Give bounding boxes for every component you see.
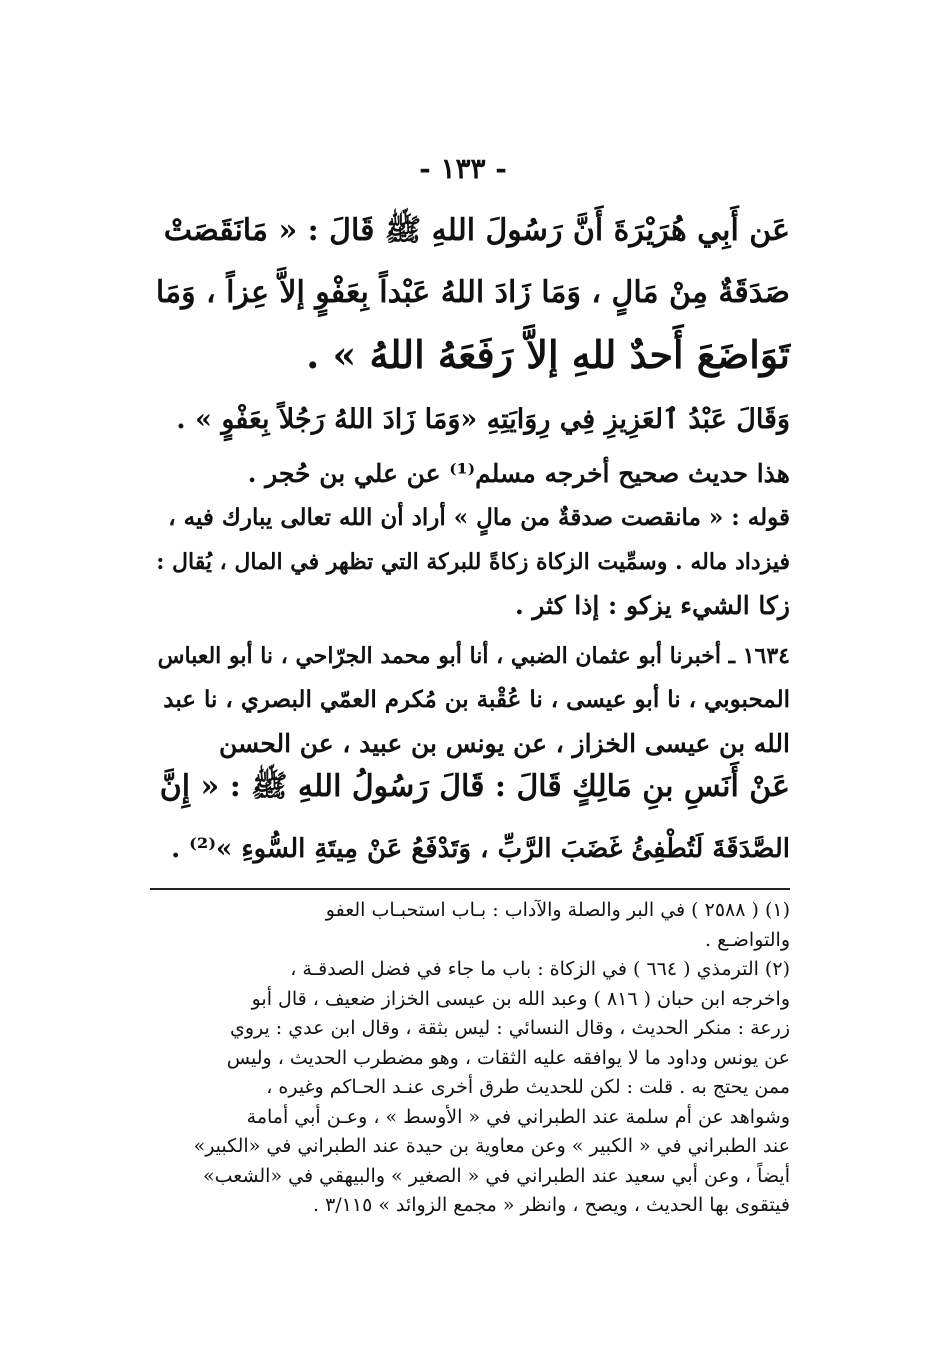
commentary-line: قوله : « مانقصت صدقةٌ من مالٍ » أراد أن الله تعالى يبارك فيه ، (168, 504, 790, 531)
commentary-line: هذا حديث صحيح أخرجه مسلم⁽¹⁾ عن علي بن حُجر . (247, 459, 790, 488)
footnote-line: واخرجه ابن حبان ( ٨١٦ ) وعبد الله بن عيسى الخزاز ضعيف ، قال أبو (251, 987, 790, 1010)
footnote-line: (١) ( ٢٥٨٨ ) في البر والصلة والآداب : بـاب استحبـاب العفو (325, 899, 790, 921)
footnote-line: ممن يحتج به . قلت : لكن للحديث طرق أخرى عنـد الحـاكم وغيره ، (266, 1076, 790, 1098)
commentary-line: فيزداد ماله . وسمِّيت الزكاة زكاةً للبركة التي تظهر في المال ، يُقال : (156, 549, 790, 575)
footnote-divider (150, 888, 790, 890)
hadith-abu-hurayra (150, 200, 790, 386)
isnad-line: ١٦٣٤ ـ أخبرنا أبو عثمان الضبي ، أنا أبو محمد الجرّاحي ، نا أبو العباس (157, 643, 790, 669)
commentary-line: زكا الشيء يزكو : إذا كثر . (514, 591, 790, 620)
footnote-line: عند الطبراني في « الكبير » وعن معاوية بن حيدة عند الطبراني في «الكبير» (193, 1135, 790, 1157)
page-number: - ١٣٣ - (419, 152, 507, 185)
hadith-anas (150, 756, 790, 880)
footnote-line: والتواضـع . (705, 928, 790, 951)
hadith-line: تَوَاضَعَ أَحدٌ للهِ إلاَّ رَفَعَهُ اللهُ » . (306, 332, 790, 377)
narration-abd-al-aziz: وَقَالَ عَبْدُ ٱلعَزِيزِ فِي رِوَايَتِهِ «وَمَا زَادَ اللهُ رَجُلاً بِعَفْوٍ » . (176, 404, 790, 435)
isnad-line: المحبوبي ، نا أبو عيسى ، نا عُقْبة بن مُكرم العمّي البصري ، نا عبد (163, 686, 790, 713)
footnotes (150, 896, 790, 1221)
isnad-line: الله بن عيسى الخزاز ، عن يونس بن عبيد ، عن الحسن (219, 729, 790, 758)
hadith-line: عَن أَبِي هُرَيْرَةَ أَنَّ رَسُولَ اللهِ ﷺ قَالَ : « مَانَقَصَتْ (163, 213, 790, 248)
footnote-line: زرعة : منكر الحديث ، وقال النسائي : ليس بثقة ، وقال ابن عدي : يروي (229, 1017, 790, 1039)
footnote-line: عن يونس وداود ما لا يوافقه عليه الثقات ، وهو مضطرب الحديث ، وليس (226, 1046, 790, 1069)
isnad-chain (150, 634, 790, 766)
commentary (150, 452, 790, 628)
hadith-line: الصَّدَقَةَ لَتُطْفِئُ غَضَبَ الرَّبِّ ، وَتَدْفَعُ عَنْ مِيتَةِ السُّوءِ »⁽²⁾ . (171, 834, 790, 864)
footnote-line: وشواهد عن أم سلمة عند الطبراني في « الأوسط » ، وعـن أبي أمامة (246, 1105, 790, 1128)
hadith-line: صَدَقَةٌ مِنْ مَالٍ ، وَمَا زَادَ اللهُ عَبْداً بِعَفْوٍ إلاَّ عِزاً ، وَمَا (155, 275, 790, 310)
footnote-line: أيضاً ، وعن أبي سعيد عند الطبراني في « الصغير » والبيهقي في «الشعب» (203, 1164, 790, 1187)
hadith-line: عَنْ أَنَسِ بنِ مَالِكٍ قَالَ : قَالَ رَسُولُ اللهِ ﷺ : « إِنَّ (159, 769, 790, 804)
footnote-line: (٢) الترمذي ( ٦٦٤ ) في الزكاة : باب ما جاء في فضل الصدقـة ، (290, 958, 790, 980)
footnote-line: فيتقوى بها الحديث ، ويصح ، وانظر « مجمع الزوائد » ٣/١١٥ . (312, 1194, 790, 1216)
